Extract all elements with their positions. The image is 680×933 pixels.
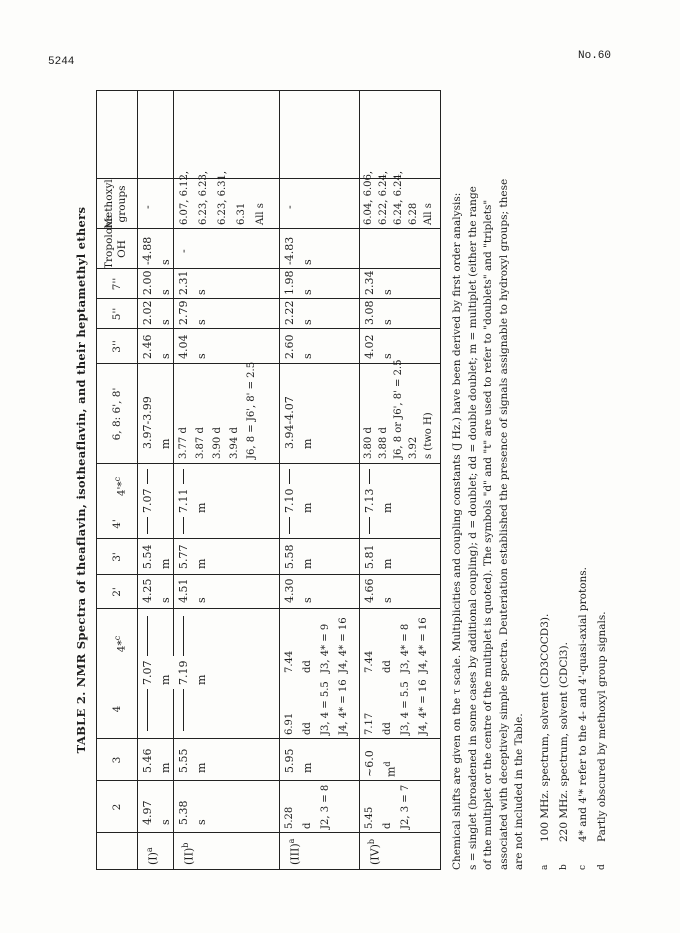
- row1-c3pp: 2.46 s: [141, 334, 172, 359]
- row3-c3pp: 2.60 s: [283, 334, 314, 359]
- row1-c68: 3.97-3.99 m: [141, 396, 172, 449]
- header-2: 2: [111, 803, 123, 811]
- row2-c7pp: 2.31 s: [177, 270, 208, 295]
- row2-c2: 5.38 s: [177, 800, 208, 825]
- row4-c4star: 7.44 dd J3, 4* = 8 J4, 4* = 16: [364, 617, 429, 673]
- row4-c3p: 5.81 m: [363, 544, 394, 569]
- row3-ome: -: [283, 205, 296, 209]
- row1-c4-range: 7.07 m: [139, 657, 175, 690]
- row4-c3pp: 4.02 s: [363, 334, 394, 359]
- row4-ome: 6.04, 6.06, 6.22, 6.24, 6.24, 6.24, 6.28 All s: [363, 170, 434, 225]
- compound-label-1: $(I)^a$: [145, 847, 160, 865]
- compound-label-4: (IV)$^b$: [367, 839, 382, 865]
- row3-c7pp: 1.98 s: [283, 270, 314, 295]
- row3-c5pp: 2.22 s: [283, 300, 314, 325]
- header-4prime-star: 4'*$^c$: [113, 476, 128, 497]
- row4-c3: ~6.0 $m^d$: [363, 750, 398, 777]
- row1-c3: 5.46 m: [141, 748, 172, 773]
- row3-c2: 5.28 d J2, 3 = 8: [284, 784, 331, 829]
- header-3pp: 3'': [111, 340, 123, 353]
- row1-c2: 4.97 s: [141, 800, 172, 825]
- header-methoxyl: Methoxyl groups: [103, 179, 128, 229]
- row2-c3: 5.55 m: [177, 748, 208, 773]
- journal-number: No.60: [578, 50, 612, 62]
- table-caption: TABLE 2. NMR Spectra of theaflavin, isotheaflavin, and their heptamethyl ethers: [74, 206, 88, 754]
- footnotes: [536, 90, 612, 870]
- header-3prime: 3': [111, 552, 123, 562]
- row2-c4-range: 7.19 m: [175, 657, 211, 690]
- compound-label-2: (II)$^b$: [181, 842, 196, 865]
- row2-c4p-range: 7.11 m: [175, 485, 211, 518]
- row2-c68: 3.77 d 3.87 d 3.90 d 3.94 d J6, 8 = J6', 8' = 2.5: [178, 361, 257, 459]
- nmr-table: [96, 90, 441, 870]
- row4-c4: 7.17 dd J3, 4 = 5.5 J4, 4* = 16: [364, 679, 429, 735]
- header-4prime: 4': [111, 519, 123, 529]
- row4-c7pp: 2.34 s: [363, 270, 394, 295]
- row2-c2p: 4.51 s: [177, 578, 208, 603]
- compound-label-3: (III)$^a$: [287, 838, 302, 865]
- row4-c5pp: 3.08 s: [363, 300, 394, 325]
- footnote-b: b 220 MHz. spectrum, solvent (CDCl3).: [557, 642, 570, 870]
- notes-main: Chemical shifts are given on the τ scale. Multiplicities and coupling constants (J Hz.) have been derived by first order analysis: s = singlet (broadened in some cases by additional coupling); d = doublet; dd = double doublet; m = multiplet (either the range of the multiplet or the centre of the multiplet is quoted). The symbols "d" and "t" are used to refer to "doublets" and "triplets" associated with deceptively simple spectra. Deuteriation established the presence of signals assignable to hydroxyl groups; these are not included in the Table.: [451, 178, 525, 870]
- row4-c4p-range: 7.13 m: [361, 485, 397, 518]
- row3-c4: 6.91 dd J3, 4 = 5.5 J4, 4* = 16: [284, 679, 349, 735]
- header-2prime: 2': [111, 587, 123, 597]
- rotated-content: [70, 90, 608, 870]
- page-number: 5244: [48, 56, 75, 68]
- row3-c4p-range: 7.10 m: [281, 485, 317, 518]
- table-notes: [450, 90, 612, 870]
- footnote-c: c 4* and 4'* refer to the 4- and 4'-quasi-axial protons.: [576, 567, 589, 870]
- row3-c4star: 7.44 dd J3, 4* = 9 J4, 4* = 16: [284, 617, 349, 673]
- row1-ome: -: [141, 205, 154, 209]
- row1-c7pp: 2.00 s: [141, 270, 172, 295]
- row2-ome: 6.07, 6.12, 6.23, 6.23, 6.23, 6.31, 6.31 All s: [179, 170, 266, 225]
- row3-c68: 3.94-4.07 m: [283, 396, 314, 449]
- row2-c5pp: 2.79 s: [177, 300, 208, 325]
- row1-c3p: 5.54 m: [141, 544, 172, 569]
- row4-c2p: 4.66 s: [363, 578, 394, 603]
- footnote-d: d Partly obscured by methoxyl group signals.: [595, 611, 608, 870]
- row1-c2p: 4.25 s: [141, 578, 172, 603]
- header-5pp: 5'': [111, 307, 123, 321]
- row2-c3pp: 4.04 s: [177, 334, 208, 359]
- row3-c2p: 4.30 s: [283, 578, 314, 603]
- header-7pp: 7'': [111, 277, 123, 291]
- row2-trop: -: [177, 249, 190, 253]
- footnote-a: a 100 MHz. spectrum, solvent (CD3COCD3).: [538, 613, 551, 870]
- header-3: 3: [111, 756, 123, 764]
- header-6-8: 6, 8: 6', 8': [111, 387, 123, 441]
- row1-c4p-range: 7.07: [139, 485, 157, 518]
- row3-trop: -4.83 s: [283, 236, 314, 265]
- row3-c3: 5.95 m: [283, 748, 314, 773]
- row4-c68: 3.80 d 3.88 d J6, 8 or J6', 8' = 2.5 3.92 s (two H): [363, 359, 434, 459]
- header-tropolone: Tropolone OH: [103, 214, 128, 269]
- row3-c3p: 5.58 m: [283, 544, 314, 569]
- row1-trop: -4.88 s: [141, 236, 172, 265]
- row1-c5pp: 2.02 s: [141, 300, 172, 325]
- header-4star: 4*$^c$: [113, 635, 128, 653]
- row4-c2: 5.45 d J2, 3 = 7: [364, 784, 411, 829]
- header-4: 4: [111, 705, 123, 713]
- row2-c3p: 5.77 m: [177, 544, 208, 569]
